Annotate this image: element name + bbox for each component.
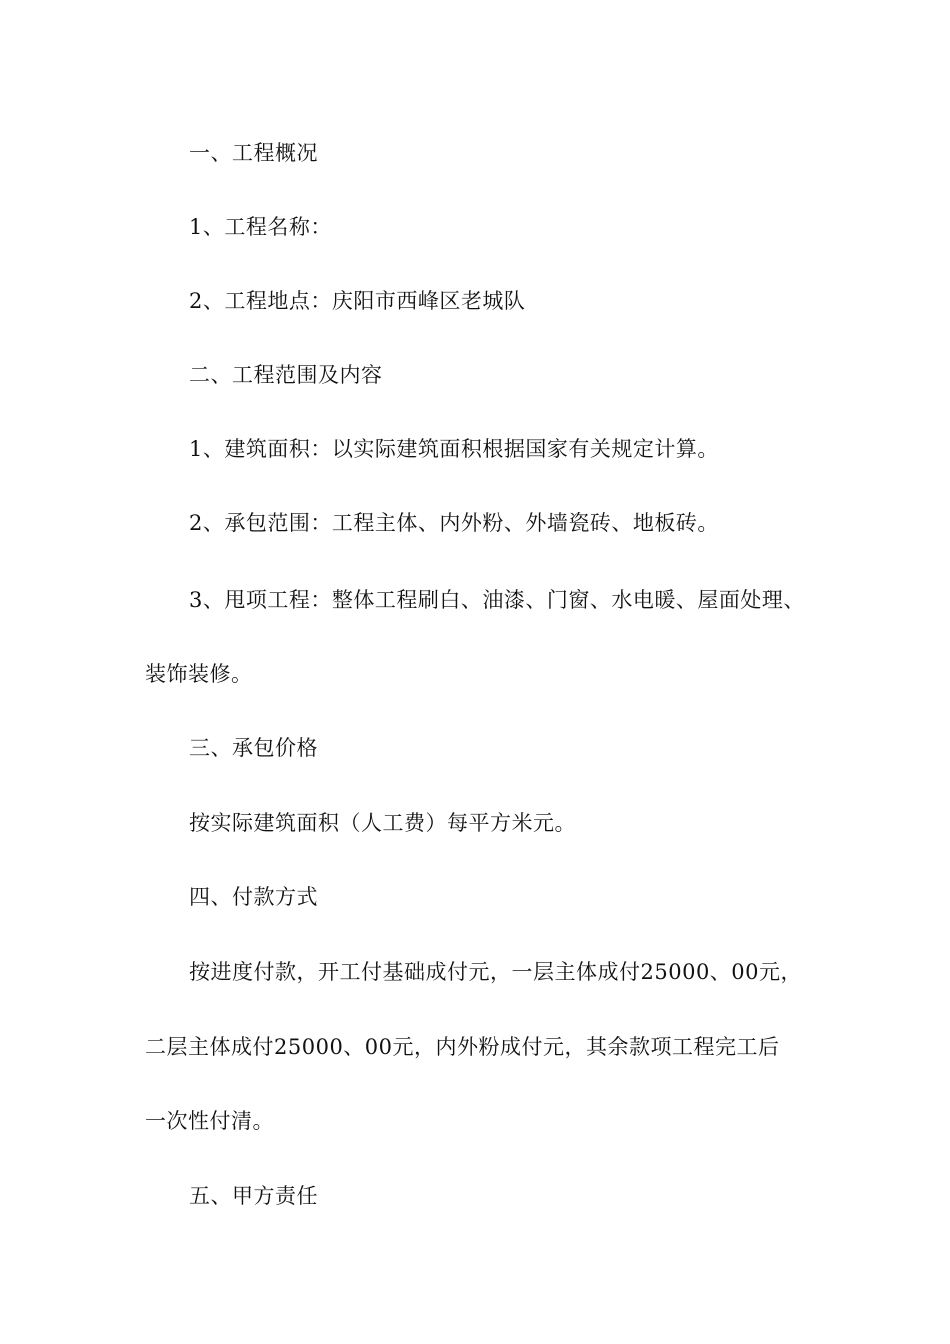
paragraph-price: 按实际建筑面积（人工费）每平方米元。	[189, 811, 576, 835]
section-heading-project-overview: 一、工程概况	[189, 141, 318, 165]
section-heading-contract-price: 三、承包价格	[189, 736, 318, 760]
paragraph-payment-line-2: 二层主体成付25000、00元，内外粉成付元，其余款项工程完工后	[145, 1035, 780, 1059]
paragraph-excluded-items-continued: 装饰装修。	[145, 662, 253, 686]
paragraph-building-area: 1、建筑面积：以实际建筑面积根据国家有关规定计算。	[189, 437, 719, 461]
paragraph-payment-line-3: 一次性付清。	[145, 1109, 274, 1133]
paragraph-project-location: 2、工程地点：庆阳市西峰区老城队	[189, 289, 526, 313]
paragraph-project-name: 1、工程名称：	[189, 215, 332, 239]
paragraph-payment-line-1: 按进度付款，开工付基础成付元，一层主体成付25000、00元，	[189, 960, 803, 984]
paragraph-contract-scope: 2、承包范围：工程主体、内外粉、外墙瓷砖、地板砖。	[189, 511, 719, 535]
section-heading-party-a-responsibility: 五、甲方责任	[189, 1184, 318, 1208]
section-heading-payment-method: 四、付款方式	[189, 885, 318, 909]
section-heading-scope: 二、工程范围及内容	[189, 363, 383, 387]
paragraph-excluded-items: 3、甩项工程：整体工程刷白、油漆、门窗、水电暖、屋面处理、	[189, 588, 805, 612]
